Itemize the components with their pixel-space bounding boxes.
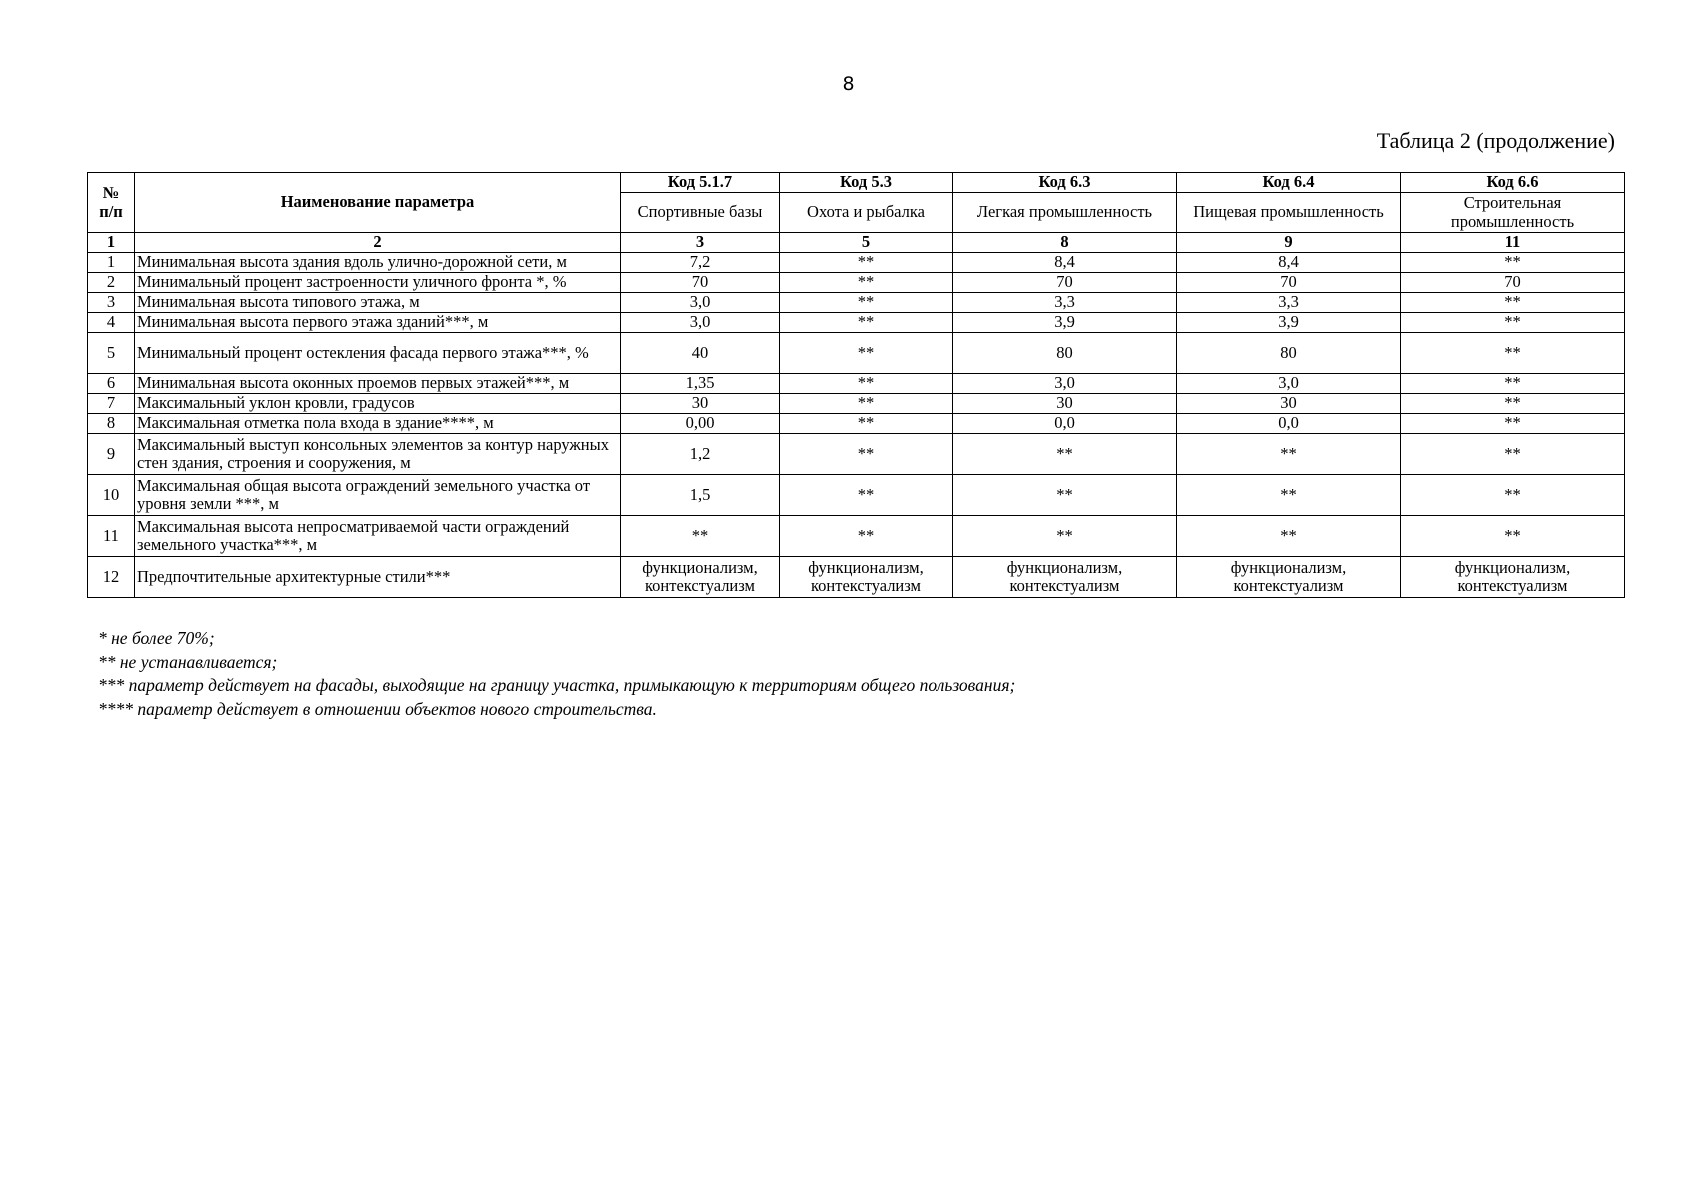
parameter-value: 80 <box>953 333 1177 374</box>
row-number: 3 <box>88 293 135 313</box>
parameter-value: функционализм, контекстуализм <box>621 557 780 598</box>
footnote: *** параметр действует на фасады, выходящие на границу участка, примыкающую к территориям общего пользования; <box>98 675 1016 695</box>
row-number: 11 <box>88 516 135 557</box>
parameter-value: функционализм, контекстуализм <box>1401 557 1625 598</box>
parameter-name: Минимальный процент остекления фасада первого этажа***, % <box>135 333 621 374</box>
parameter-value: 70 <box>1177 273 1401 293</box>
num-header-line-2: п/п <box>99 201 123 221</box>
row-number: 12 <box>88 557 135 598</box>
parameter-value: 70 <box>621 273 780 293</box>
table-row <box>88 293 1625 313</box>
parameter-value: 3,0 <box>1177 374 1401 394</box>
parameter-value: ** <box>1401 293 1625 313</box>
parameter-value: ** <box>780 313 953 333</box>
row-number: 8 <box>88 414 135 434</box>
parameter-value: 3,9 <box>953 313 1177 333</box>
parameter-value: ** <box>780 414 953 434</box>
parameter-value: 8,4 <box>953 253 1177 273</box>
table-row <box>88 414 1625 434</box>
parameter-value: 3,0 <box>621 293 780 313</box>
row-number: 7 <box>88 394 135 414</box>
parameter-value: ** <box>1401 394 1625 414</box>
parameter-value: 3,0 <box>621 313 780 333</box>
parameter-value: ** <box>780 394 953 414</box>
parameter-value: 30 <box>1177 394 1401 414</box>
parameter-value: ** <box>621 516 780 557</box>
parameter-value: 40 <box>621 333 780 374</box>
parameter-value: ** <box>780 434 953 475</box>
column-number: 11 <box>1401 233 1625 253</box>
column-number: 3 <box>621 233 780 253</box>
category-header: Пищевая промышленность <box>1177 193 1401 233</box>
parameter-value: функционализм, контекстуализм <box>780 557 953 598</box>
parameter-value: 7,2 <box>621 253 780 273</box>
footnote: **** параметр действует в отношении объектов нового строительства. <box>98 698 657 719</box>
parameter-value: 3,3 <box>953 293 1177 313</box>
table-row <box>88 516 1625 557</box>
parameter-value: ** <box>1401 374 1625 394</box>
table-row <box>88 434 1625 475</box>
table-row <box>88 313 1625 333</box>
parameter-value: 30 <box>953 394 1177 414</box>
parameter-value: 30 <box>621 394 780 414</box>
parameter-value: 0,0 <box>953 414 1177 434</box>
column-number: 5 <box>780 233 953 253</box>
category-header: Легкая промышленность <box>953 193 1177 233</box>
parameter-value: ** <box>1401 313 1625 333</box>
parameter-value: ** <box>780 374 953 394</box>
parameter-value: 3,0 <box>953 374 1177 394</box>
parameter-name: Максимальная высота непросматриваемой части ограждений земельного участка***, м <box>135 516 621 557</box>
column-number: 8 <box>953 233 1177 253</box>
parameter-name: Минимальная высота типового этажа, м <box>135 293 621 313</box>
parameter-value: 70 <box>1401 273 1625 293</box>
parameter-value: ** <box>1177 434 1401 475</box>
parameter-value: ** <box>1401 253 1625 273</box>
page-number: 8 <box>842 73 855 95</box>
parameter-name: Минимальный процент застроенности уличного фронта *, % <box>135 273 621 293</box>
num-header-line-1: № <box>102 183 120 203</box>
code-header: Код 6.3 <box>953 173 1177 193</box>
parameters-table <box>87 172 1625 598</box>
table-row <box>88 394 1625 414</box>
parameter-value: ** <box>780 293 953 313</box>
parameter-name: Максимальная отметка пола входа в здание****, м <box>135 414 621 434</box>
parameter-value: ** <box>1401 333 1625 374</box>
parameter-value: ** <box>1177 516 1401 557</box>
column-number: 2 <box>135 233 621 253</box>
category-header: Спортивные базы <box>621 193 780 233</box>
code-header: Код 5.3 <box>780 173 953 193</box>
parameter-value: 0,0 <box>1177 414 1401 434</box>
row-number: 1 <box>88 253 135 273</box>
parameter-name: Предпочтительные архитектурные стили*** <box>135 557 621 598</box>
parameter-name: Минимальная высота здания вдоль улично-дорожной сети, м <box>135 253 621 273</box>
table-caption: Таблица 2 (продолжение) <box>1376 128 1615 153</box>
footnotes <box>98 627 1015 721</box>
parameter-value: 80 <box>1177 333 1401 374</box>
category-header: Охота и рыбалка <box>780 193 953 233</box>
parameter-value: 3,3 <box>1177 293 1401 313</box>
parameter-value: ** <box>1401 414 1625 434</box>
code-header: Код 5.1.7 <box>621 173 780 193</box>
parameter-value: ** <box>1401 516 1625 557</box>
parameter-value: ** <box>953 434 1177 475</box>
parameter-value: ** <box>1177 475 1401 516</box>
column-number: 1 <box>88 233 135 253</box>
parameter-name: Максимальная общая высота ограждений земельного участка от уровня земли ***, м <box>135 475 621 516</box>
parameter-name: Минимальная высота первого этажа зданий***, м <box>135 313 621 333</box>
parameter-value: ** <box>780 475 953 516</box>
code-header: Код 6.4 <box>1177 173 1401 193</box>
table-row <box>88 253 1625 273</box>
parameter-value: функционализм, контекстуализм <box>953 557 1177 598</box>
column-number: 9 <box>1177 233 1401 253</box>
table-row <box>88 374 1625 394</box>
num-header <box>88 173 135 233</box>
parameter-value: ** <box>780 516 953 557</box>
parameter-value: ** <box>780 273 953 293</box>
parameter-name: Максимальный выступ консольных элементов за контур наружных стен здания, строения и сооружения, м <box>135 434 621 475</box>
code-header: Код 6.6 <box>1401 173 1625 193</box>
parameter-value: 0,00 <box>621 414 780 434</box>
row-number: 4 <box>88 313 135 333</box>
parameter-value: 70 <box>953 273 1177 293</box>
name-header: Наименование параметра <box>135 173 621 233</box>
parameter-value: ** <box>780 333 953 374</box>
parameter-name: Минимальная высота оконных проемов первых этажей***, м <box>135 374 621 394</box>
parameter-value: 1,2 <box>621 434 780 475</box>
parameter-value: функционализм, контекстуализм <box>1177 557 1401 598</box>
table-row <box>88 557 1625 598</box>
row-number: 9 <box>88 434 135 475</box>
table-row <box>88 273 1625 293</box>
parameter-value: 1,35 <box>621 374 780 394</box>
parameter-value: 8,4 <box>1177 253 1401 273</box>
parameter-value: ** <box>780 253 953 273</box>
parameter-value: ** <box>1401 434 1625 475</box>
parameter-value: ** <box>1401 475 1625 516</box>
table-row <box>88 333 1625 374</box>
category-header: Строительная промышленность <box>1401 193 1625 233</box>
parameter-value: ** <box>953 475 1177 516</box>
footnote: * не более 70%; <box>98 628 215 648</box>
parameter-value: 3,9 <box>1177 313 1401 333</box>
row-number: 6 <box>88 374 135 394</box>
table-row <box>88 475 1625 516</box>
row-number: 2 <box>88 273 135 293</box>
row-number: 10 <box>88 475 135 516</box>
parameter-name: Максимальный уклон кровли, градусов <box>135 394 621 414</box>
row-number: 5 <box>88 333 135 374</box>
parameter-value: ** <box>953 516 1177 557</box>
parameter-value: 1,5 <box>621 475 780 516</box>
footnote: ** не устанавливается; <box>98 651 278 672</box>
